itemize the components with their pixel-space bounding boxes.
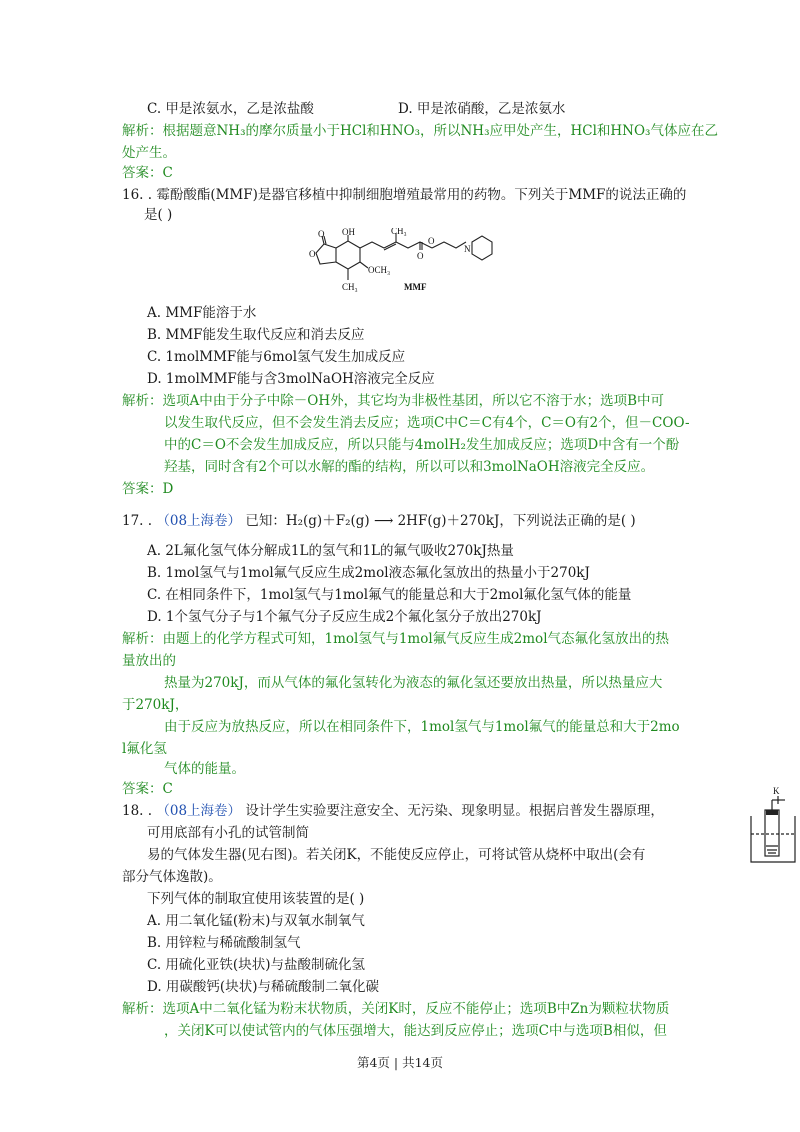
structure-label-o: O: [428, 236, 435, 246]
question-number: 17. .: [122, 513, 153, 529]
mmf-structure-diagram: [296, 228, 506, 298]
question-number: 18. .: [122, 803, 153, 819]
valve-k-label: K: [773, 786, 780, 796]
q16-option-b: B. MMF能发生取代反应和消去反应: [147, 327, 365, 343]
gas-generator-apparatus-figure: [745, 786, 800, 866]
q16-answer: 答案：D: [122, 481, 174, 497]
q16-option-d: D. 1molMMF能与含3molNaOH溶液完全反应: [147, 371, 435, 387]
q16-stem: 是( ): [144, 207, 173, 223]
structure-label-ch3: CH₃: [342, 282, 358, 292]
q18-stem: 下列气体的制取宜使用该装置的是( ): [147, 891, 365, 907]
structure-label-och3: OCH₃: [368, 265, 391, 275]
structure-label-o: O: [318, 229, 325, 239]
structure-name: MMF: [404, 282, 427, 292]
q16-analysis-line: 以发生取代反应，但不会发生消去反应；选项C中C＝C有4个，C＝O有2个，但－COO-: [164, 415, 690, 431]
question-text: 设计学生实验要注意安全、无污染、现象明显。根据启普发生器原理，: [245, 803, 664, 819]
q17-analysis-line: 气体的能量。: [164, 761, 245, 777]
q18-stem: [122, 801, 664, 821]
q17-analysis-line: 由于反应为放热反应，所以在相同条件下，1mol氢气与1mol氟气的能量总和大于2mo: [164, 719, 680, 735]
q16-analysis-line: 羟基，同时含有2个可以水解的酯的结构，所以可以和3molNaOH溶液完全反应。: [164, 459, 655, 475]
q16-option-c: C. 1molMMF能与6mol氢气发生加成反应: [147, 349, 406, 365]
q18-stem: 可用底部有小孔的试管制简: [147, 825, 309, 841]
q18-option-b: B. 用锌粒与稀硫酸制氢气: [147, 935, 301, 951]
q16-analysis-line: 解析：选项A中由于分子中除－OH外，其它均为非极性基团，所以它不溶于水；选项B中可: [122, 393, 665, 409]
structure-label-ch3: CH₃: [391, 228, 407, 236]
q15-answer: 答案：C: [122, 165, 173, 181]
q17-analysis-line: 于270kJ，: [122, 697, 189, 713]
q18-option-a: A. 用二氧化锰(粉末)与双氧水制氧气: [147, 913, 365, 929]
q18-stem: 易的气体发生器(见右图)。若关闭K，不能使反应停止，可将试管从烧杯中取出(会有: [147, 847, 646, 863]
q16-stem: 16. . 霉酚酸酯(MMF)是器官移植中抑制细胞增殖最常用的药物。下列关于MMF的说法正确的: [122, 187, 687, 203]
question-source: （08上海卷）: [156, 513, 242, 529]
page-footer: 第4页 | 共14页: [356, 1055, 444, 1070]
structure-label-oh: OH: [342, 228, 355, 237]
question-source: （08上海卷）: [156, 803, 242, 819]
q17-analysis-line: 解析：由题上的化学方程式可知，1mol氢气与1mol氟气反应生成2mol气态氟化氢放出的热: [122, 631, 670, 647]
q17-option-d: D. 1个氢气分子与1个氟气分子反应生成2个氟化氢分子放出270kJ: [147, 609, 542, 625]
q17-answer: 答案：C: [122, 781, 173, 797]
q17-analysis-line: 热量为270kJ，而从气体的氟化氢转化为液态的氟化氢还要放出热量，所以热量应大: [164, 675, 663, 691]
q18-analysis-line: 解析：选项A中二氧化锰为粉末状物质，关闭K时，反应不能停止；选项B中Zn为颗粒状物质: [122, 1001, 670, 1017]
q16-option-a: A. MMF能溶于水: [147, 305, 257, 321]
q15-option-c: C. 甲是浓氨水，乙是浓盐酸: [147, 101, 314, 117]
q17-option-c: C. 在相同条件下，1mol氢气与1mol氟气的能量总和大于2mol氟化氢气体的能量: [147, 587, 632, 603]
benzene-ring: [336, 241, 360, 269]
q18-stem: 部分气体逸散)。: [122, 869, 222, 885]
q17-option-b: B. 1mol氢气与1mol氟气反应生成2mol液态氟化氢放出的热量小于270kJ: [147, 565, 590, 581]
q17-stem: [122, 511, 636, 531]
structure-label-o: O: [417, 251, 424, 261]
q15-option-d: D. 甲是浓硝酸，乙是浓氨水: [398, 101, 566, 117]
q17-option-a: A. 2L氟化氢气体分解成1L的氢气和1L的氟气吸收270kJ热量: [147, 543, 514, 559]
q15-analysis-line: 处产生。: [122, 145, 176, 161]
q17-analysis-line: l氟化氢: [122, 741, 167, 757]
q18-analysis-line: ，关闭K可以使试管内的气体压强增大，能达到反应停止；选项C中与选项B相似，但: [164, 1023, 667, 1039]
q15-analysis-line: 解析：根据题意NH₃的摩尔质量小于HCl和HNO₃，所以NH₃应甲处产生，HCl和HNO₃气体应在乙: [122, 123, 718, 139]
q18-option-d: D. 用碳酸钙(块状)与稀硫酸制二氧化碳: [147, 979, 379, 995]
q18-option-c: C. 用硫化亚铁(块状)与盐酸制硫化氢: [147, 957, 365, 973]
question-text: 已知：H₂(g)＋F₂(g) ⟶ 2HF(g)＋270kJ，下列说法正确的是( ): [245, 513, 636, 529]
q17-analysis-line: 量放出的: [122, 653, 176, 669]
structure-label-n: N: [464, 244, 471, 254]
q16-analysis-line: 中的C＝O不会发生加成反应，所以只能与4molH₂发生加成反应；选项D中含有一个酚: [164, 437, 680, 453]
structure-label-o: O: [309, 249, 316, 259]
